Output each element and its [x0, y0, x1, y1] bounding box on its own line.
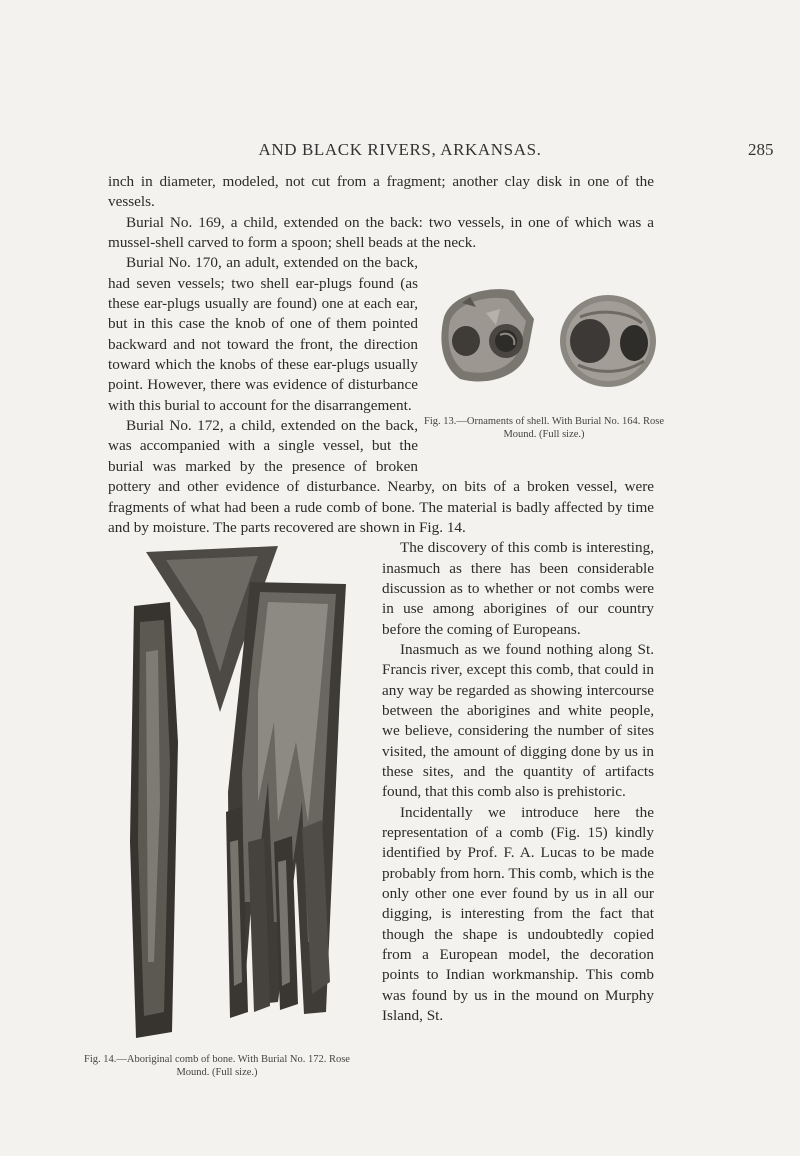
- body-text: [84, 172, 664, 1085]
- paragraph-6: Inasmuch as we found nothing along St. Francis river, except this comb, that could in any way be regarded as showing intercourse between the aborigines and white people, we believe, considering the number of sites visited, the amount of digging done by us in these sites, and the quantity of artifacts found, that this comb also is prehistoric.: [382, 640, 654, 801]
- figure-14-caption: Fig. 14.—Aboriginal comb of bone. With Burial No. 172. Rose Mound. (Full size.): [84, 1054, 350, 1079]
- figure-13: [424, 253, 664, 457]
- paragraph-7: Incidentally we introduce here the representation of a comb (Fig. 15) kindly identified by Prof. F. A. Lucas to be made probably from horn. This comb, which is the only other one ever found by us in all our digging, is interesting from the fact that though the shape is undoubtedly copied from a European model, the decoration points to Indian workmanship. This comb was found by us in the mound on Murphy Island, St.: [382, 803, 654, 1025]
- bone-comb-illustration: [108, 542, 370, 1052]
- paragraph-1: inch in diameter, modeled, not cut from a fragment; another clay disk in one of the vessels.: [108, 173, 654, 211]
- page-number: 285: [748, 140, 774, 159]
- paragraph-2: Burial No. 169, a child, extended on the back: two vessels, in one of which was a mussel-shell carved to form a spoon; shell beads at the neck.: [108, 213, 654, 252]
- figure-14: [84, 542, 370, 1085]
- ear-plug-profile: [560, 295, 656, 387]
- paragraph-3: Burial No. 170, an adult, extended on the back, had seven vessels; two shell ear-plugs found (as these ear-plugs usually are found) one at each ear, but in this case the knob of one of them pointed backward and not toward the front, the direction toward which the knobs of these ear-plugs usually point. However, there was evidence of disturbance with this burial to account for the disarrangement.: [108, 254, 418, 414]
- paragraph-5: The discovery of this comb is interesting, inasmuch as there has been considerable discussion as to whether or not combs were in use among aborigines of our country before the coming of Europeans.: [382, 539, 654, 638]
- paragraph-4: Burial No. 172, a child, extended on the back, was accompanied with a single vessel, but the burial was marked by the presence of broken pottery and other evidence of disturbance. Nearby, on bits of a broken vessel, were fragments of what had been a rude comb of bone. The material is badly affected by time and by moisture. The parts recovered are shown in Fig. 14.: [108, 417, 654, 536]
- figure-13-caption: Fig. 13.—Ornaments of shell. With Burial No. 164. Rose Mound. (Full size.): [424, 416, 664, 441]
- shell-ornaments-illustration: [430, 283, 666, 403]
- running-head: AND BLACK RIVERS, ARKANSAS.: [258, 140, 542, 159]
